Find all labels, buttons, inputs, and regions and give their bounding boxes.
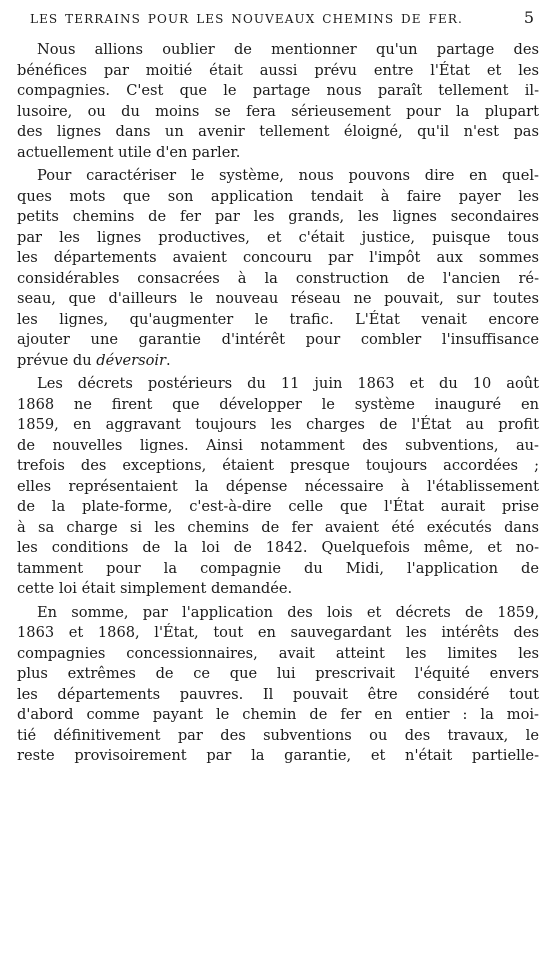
text-line: bénéfices par moitié était aussi prévu entre l'État et les	[17, 61, 539, 79]
text-line: En somme, par l'application des lois et décrets de 1859,	[37, 603, 539, 621]
text-line: 1868 ne firent que développer le système inauguré en	[17, 395, 539, 413]
text-line: compagnies concessionnaires, avait atteint les limites les	[17, 644, 539, 662]
body-text	[17, 40, 539, 767]
text-line: de nouvelles lignes. Ainsi notamment des subventions, au-	[17, 436, 539, 454]
text-line: des lignes dans un avenir tellement éloigné, qu'il n'est pas	[17, 123, 539, 140]
text-line: elles représentaient la dépense nécessaire à l'établissement	[17, 477, 539, 495]
text-line: les conditions de la loi de 1842. Quelquefois même, et no-	[17, 539, 539, 556]
page-number: 5	[523, 8, 534, 27]
paragraph-2	[17, 166, 539, 371]
text-line: Les décrets postérieurs du 11 juin 1863 et du 10 août	[37, 375, 539, 392]
text-segment: .	[166, 351, 171, 369]
running-header	[30, 8, 540, 30]
text-line: par les lignes productives, et c'était justice, puisque tous	[17, 228, 539, 246]
text-line: tié définitivement par des subventions ou des travaux, le	[17, 726, 539, 744]
text-line: les départements avaient concouru par l'impôt aux sommes	[17, 249, 539, 266]
text-line: lusoire, ou du moins se fera sérieusement pour la plupart	[17, 102, 539, 120]
text-line: ajouter une garantie d'intérêt pour combler l'insuffisance	[17, 331, 539, 348]
paragraph-4	[17, 603, 539, 767]
paragraph-1	[17, 40, 539, 163]
text-line: ques mots que son application tendait à faire payer les	[17, 187, 539, 205]
text-line: 1859, en aggravant toujours les charges de l'État au profit	[17, 416, 539, 433]
text-line	[17, 351, 539, 372]
text-line: tamment pour la compagnie du Midi, l'application de	[17, 559, 539, 577]
text-line: les départements pauvres. Il pouvait être considéré tout	[17, 685, 539, 703]
text-line: Pour caractériser le système, nous pouvons dire en quel-	[37, 167, 539, 184]
text-line: les lignes, qu'augmenter le trafic. L'État venait encore	[17, 310, 539, 328]
text-line: reste provisoirement par la garantie, et n'était partielle-	[17, 747, 539, 764]
text-line: trefois des exceptions, étaient presque toujours accordées ;	[17, 457, 539, 474]
running-header-title: LES TERRAINS POUR LES NOUVEAUX CHEMINS DE FER.	[30, 12, 463, 26]
text-line: de la plate-forme, c'est-à-dire celle que l'État aurait prise	[17, 498, 539, 515]
text-line: cette loi était simplement demandée.	[17, 580, 293, 597]
text-segment: prévue du	[17, 351, 97, 369]
text-line: considérables consacrées à la construction de l'ancien ré-	[17, 269, 539, 287]
text-line: actuellement utile d'en parler.	[17, 143, 241, 161]
paragraph-3	[17, 374, 539, 600]
text-line: d'abord comme payant le chemin de fer en entier : la moi-	[17, 706, 539, 723]
text-line: petits chemins de fer par les grands, les lignes secondaires	[17, 208, 539, 225]
text-line: compagnies. C'est que le partage nous paraît tellement il-	[17, 82, 539, 99]
text-line: seau, que d'ailleurs le nouveau réseau ne pouvait, sur toutes	[17, 290, 539, 307]
text-line: 1863 et 1868, l'État, tout en sauvegardant les intérêts des	[17, 624, 539, 641]
italic-term: déversoir	[96, 351, 167, 369]
text-line: plus extrêmes de ce que lui prescrivait l'équité envers	[17, 665, 539, 682]
text-line: à sa charge si les chemins de fer avaient été exécutés dans	[17, 518, 539, 536]
text-line: Nous allions oublier de mentionner qu'un partage des	[37, 41, 539, 58]
